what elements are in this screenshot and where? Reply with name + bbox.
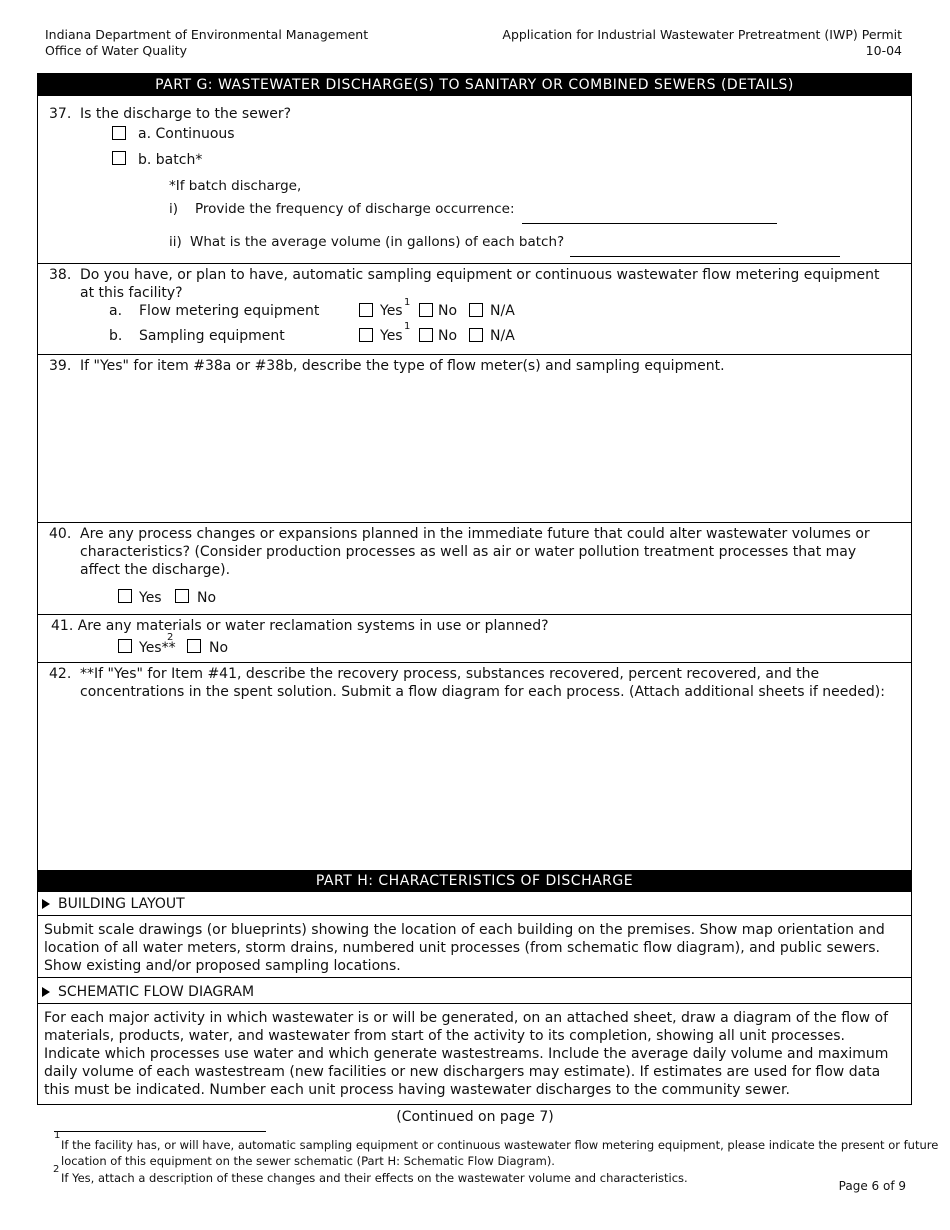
q38a-no-checkbox[interactable] <box>419 303 433 317</box>
schematic-flow-text: For each major activity in which wastewater is or will be generated, on an attached sheet, draw a diagram of the flow of materials, products, water, and wastewater from start of the activity to its completion, showing all unit processes. Indicate which processes use water and which generate wastestreams. Include the average daily volume and maximum daily volume of each wastestream (new facilities or new dischargers may estimate). If estimates are used for flow data this must be indicated. Number each unit process having wastewater discharges to the community sewer. <box>44 1010 889 1098</box>
q41-no-checkbox[interactable] <box>187 639 201 653</box>
form-title: Application for Industrial Wastewater Pretreatment (IWP) Permit <box>502 27 902 42</box>
divider <box>38 354 911 355</box>
agency-line-1: Indiana Department of Environmental Management <box>45 27 369 42</box>
footnote-1-mark: 1 <box>54 1130 61 1141</box>
footnote-2-mark: 2 <box>53 1164 60 1175</box>
q41-yes-label: Yes** <box>139 640 176 656</box>
building-layout-title: BUILDING LAYOUT <box>58 896 185 912</box>
q38b-na-checkbox[interactable] <box>469 328 483 342</box>
building-layout-text: Submit scale drawings (or blueprints) showing the location of each building on the premises. Show map orientation and location of all water meters, storm drains, numbered unit processes (from schematic flow diagram), and public sewers. Show existing and/or proposed sampling locations. <box>44 922 885 974</box>
q38-text-line2: at this facility? <box>80 285 183 301</box>
q37-number: 37. <box>49 106 72 122</box>
divider <box>38 662 911 663</box>
q38a-label: Flow metering equipment <box>139 303 320 319</box>
q37-batch-checkbox[interactable] <box>112 151 126 165</box>
q39-number: 39. <box>49 358 72 374</box>
q38a-yes-checkbox[interactable] <box>359 303 373 317</box>
q40-no-checkbox[interactable] <box>175 589 189 603</box>
footnote-1-line2: location of this equipment on the sewer schematic (Part H: Schematic Flow Diagram). <box>61 1154 555 1168</box>
divider <box>38 915 911 916</box>
divider <box>38 1003 911 1004</box>
divider <box>38 614 911 615</box>
bullet-arrow-icon <box>42 987 50 997</box>
part-h-title: PART H: CHARACTERISTICS OF DISCHARGE <box>38 870 911 892</box>
q40-text-line1: Are any process changes or expansions planned in the immediate future that could alter wastewater volumes or <box>80 526 870 542</box>
q37-sub-i-number: i) <box>169 201 179 217</box>
q42-number: 42. <box>49 666 72 682</box>
divider <box>38 977 911 978</box>
q38a-na-label: N/A <box>490 303 515 319</box>
q38b-na-label: N/A <box>490 328 515 344</box>
q40-no-label: No <box>197 590 217 606</box>
q38b-no-checkbox[interactable] <box>419 328 433 342</box>
q37-continuous-label: a. Continuous <box>138 126 235 142</box>
q41-no-label: No <box>209 640 229 656</box>
q38b-letter: b. <box>109 328 123 344</box>
footnote-rule <box>54 1131 266 1132</box>
q38b-label: Sampling equipment <box>139 328 285 344</box>
q41-yes-checkbox[interactable] <box>118 639 132 653</box>
q41-footnote-mark: 2 <box>167 632 174 643</box>
q38a-na-checkbox[interactable] <box>469 303 483 317</box>
continued-note: (Continued on page 7) <box>396 1109 554 1125</box>
q40-number: 40. <box>49 526 72 542</box>
q37-text: Is the discharge to the sewer? <box>80 106 292 122</box>
q38a-no-label: No <box>438 303 458 319</box>
q38a-footnote-mark: 1 <box>404 297 411 308</box>
q39-text: If "Yes" for item #38a or #38b, describe the type of flow meter(s) and sampling equipment. <box>80 358 725 374</box>
q37-batch-note: *If batch discharge, <box>169 178 302 194</box>
q38b-yes-label: Yes <box>380 328 403 344</box>
q39-answer-area[interactable] <box>39 376 911 521</box>
footnote-2-line1: If Yes, attach a description of these changes and their effects on the wastewater volume and characteristics. <box>61 1171 688 1185</box>
divider <box>38 522 911 523</box>
q38-number: 38. <box>49 267 72 283</box>
form-version: 10-04 <box>865 43 902 58</box>
form-frame <box>37 73 912 1105</box>
q37-volume-label: What is the average volume (in gallons) of each batch? <box>190 234 565 250</box>
bullet-arrow-icon <box>42 899 50 909</box>
q38b-footnote-mark: 1 <box>404 321 411 332</box>
q38b-no-label: No <box>438 328 458 344</box>
footnote-1-line1: If the facility has, or will have, automatic sampling equipment or continuous wastewater flow metering equipment, please indicate the present or future <box>61 1138 939 1152</box>
q42-answer-area[interactable] <box>39 704 911 868</box>
q40-text-line3: affect the discharge). <box>80 562 231 578</box>
q40-text-line2: characteristics? (Consider production processes as well as air or water pollution treatment processes that may <box>80 544 857 560</box>
q41-text: 41. Are any materials or water reclamation systems in use or planned? <box>51 618 549 634</box>
q42-text-line1: **If "Yes" for Item #41, describe the recovery process, substances recovered, percent recovered, and the <box>80 666 820 682</box>
schematic-flow-title: SCHEMATIC FLOW DIAGRAM <box>58 984 255 1000</box>
page-number: Page 6 of 9 <box>838 1179 906 1193</box>
q37-continuous-checkbox[interactable] <box>112 126 126 140</box>
q40-yes-checkbox[interactable] <box>118 589 132 603</box>
q40-yes-label: Yes <box>139 590 162 606</box>
q38a-yes-label: Yes <box>380 303 403 319</box>
q37-frequency-field[interactable] <box>522 223 777 224</box>
part-g-title: PART G: WASTEWATER DISCHARGE(S) TO SANITARY OR COMBINED SEWERS (DETAILS) <box>38 74 911 96</box>
divider <box>38 263 911 264</box>
q38b-yes-checkbox[interactable] <box>359 328 373 342</box>
q42-text-line2: concentrations in the spent solution. Submit a flow diagram for each process. (Attach additional sheets if needed): <box>80 684 885 700</box>
q37-batch-label: b. batch* <box>138 152 203 168</box>
q37-frequency-label: Provide the frequency of discharge occurrence: <box>195 201 515 217</box>
agency-line-2: Office of Water Quality <box>45 43 188 58</box>
q38a-letter: a. <box>109 303 123 319</box>
q38-text-line1: Do you have, or plan to have, automatic sampling equipment or continuous wastewater flow metering equipment <box>80 267 880 283</box>
q37-volume-field[interactable] <box>570 256 840 257</box>
q37-sub-ii-number: ii) <box>169 234 182 250</box>
